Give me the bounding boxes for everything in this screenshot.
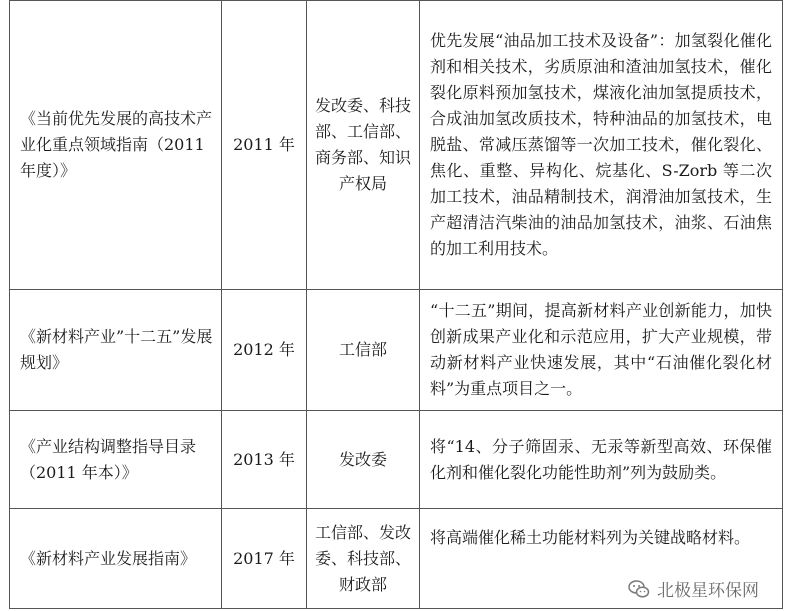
content-cell: 优先发展“油品加工技术及设备”：加氢裂化催化剂和相关技术，劣质原油和渣油加氢技术，催化裂化原料预加氢技术，煤液化油加氢提质技术，合成油加氢改质技术，特种油品的加氢技术，电脱盐、常减压蒸馏等一次加工技术，催化裂化、焦化、重整、异构化、烷基化、S-Zorb 等二次加工技术，油品精制技术，润滑油加氢技术，生产超清洁汽柴油的油品加氢技术，油浆、石油焦的加工利用技术。 [420,1,783,290]
department-cell: 工信部、发改委、科技部、财政部 [307,509,420,609]
year-cell: 2017 年 [222,509,307,609]
policy-name-cell: 《产业结构调整指导目录（2011 年本）》 [10,411,222,509]
policy-name-cell: 《新材料产业发展指南》 [10,509,222,609]
content-cell: 将高端催化稀土功能材料列为关键战略材料。 [420,509,783,609]
year-cell: 2011 年 [222,1,307,290]
year-cell: 2013 年 [222,411,307,509]
department-cell: 工信部 [307,290,420,411]
policy-name-cell: 《新材料产业”十二五”发展规划》 [10,290,222,411]
department-cell: 发改委、科技部、工信部、商务部、知识产权局 [307,1,420,290]
table-row [10,290,783,411]
policy-table [9,0,783,609]
table-row [10,1,783,290]
content-cell: 将“14、分子筛固汞、无汞等新型高效、环保催化剂和催化裂化功能性助剂”列为鼓励类。 [420,411,783,509]
watermark-text: 北极星环保网 [657,581,759,601]
wechat-icon [627,577,651,601]
content-cell: “十二五”期间，提高新材料产业创新能力，加快创新成果产业化和示范应用，扩大产业规模，带动新材料产业快速发展，其中“石油催化裂化材料”为重点项目之一。 [420,290,783,411]
table-row [10,411,783,509]
policy-table-body [10,1,783,609]
watermark [627,576,759,601]
department-cell: 发改委 [307,411,420,509]
policy-name-cell: 《当前优先发展的高技术产业化重点领域指南（2011 年度）》 [10,1,222,290]
year-cell: 2012 年 [222,290,307,411]
